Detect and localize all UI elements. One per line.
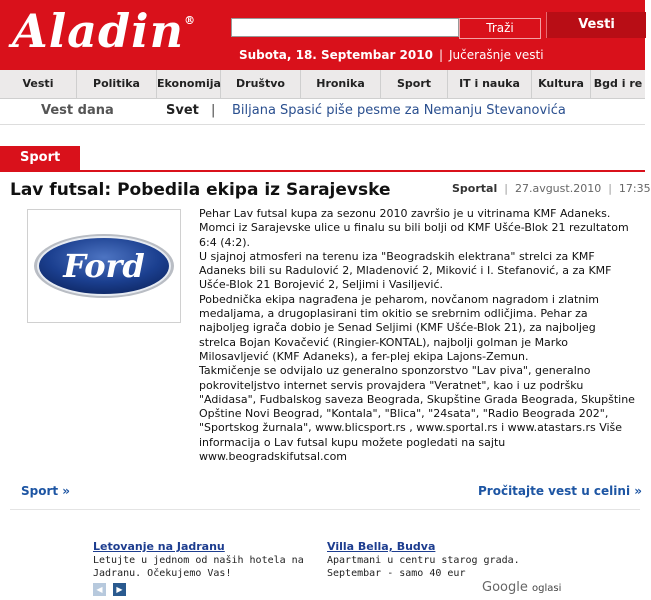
divider [10, 509, 640, 510]
site-header [0, 0, 645, 70]
ads-prev-button[interactable]: ◀ [93, 583, 106, 596]
article-image [27, 209, 181, 323]
news-of-the-day-bar [0, 99, 645, 125]
headline-separator: | [211, 103, 216, 118]
article-paragraph: Pehar Lav futsal kupa za sezonu 2010 završio je u vitrinama KMF Adaneks. Momci iz Sarajevske ulice u finalu su bili bolji od KMF Ušće-Blok 21 rezultatom 6:4 (4:2). [199, 207, 629, 249]
nav-item-drustvo[interactable]: Društvo [221, 70, 301, 98]
section-bar [0, 146, 645, 172]
meta-separator: | [504, 182, 508, 195]
ads-next-button[interactable]: ▶ [113, 583, 126, 596]
search-button[interactable]: Traži [459, 18, 541, 39]
meta-separator: | [608, 182, 612, 195]
article-meta [452, 182, 651, 195]
nav-item-it-i-nauka[interactable]: IT i nauka [448, 70, 532, 98]
main-nav [0, 70, 645, 99]
nav-item-hronika[interactable]: Hronika [301, 70, 381, 98]
logo-registered-mark: ® [184, 14, 197, 27]
ad-text-line: Septembar - samo 40 eur [327, 568, 466, 579]
vest-dana-label: Vest dana [41, 103, 114, 118]
article-paragraph: Takmičenje se odvijalo uz generalno sponzorstvo "Lav piva", generalno pokroviteljstvo internet servis provajdera "Veratnet", kao i uz podršku "Adidasa", Fudbalskog saveza Beograda, Skupštine Grada Beograda, Skupštine Opštine Novi Beograd, "Kontala", "Blica", "24sata", "Radio Beograda 202", "Sportskog žurnala", www.blicsport.rs , www.sportal.rs i www.atastars.rs Više informacija o Lav futsal kupu možete pogledati na sajtu www.beogradskifutsal.com [199, 364, 635, 464]
nav-item-kultura[interactable]: Kultura [532, 70, 591, 98]
nav-item-sport[interactable]: Sport [381, 70, 448, 98]
google-oglasi-label: oglasi [531, 583, 562, 594]
nav-item-vesti[interactable]: Vesti [0, 70, 77, 98]
nav-item-bgd[interactable]: Bgd i re [593, 77, 643, 90]
google-ads-badge[interactable] [482, 580, 561, 595]
nav-item-ekonomija[interactable]: Ekonomija [157, 70, 221, 98]
article-paragraph: Pobednička ekipa nagrađena je peharom, novčanom nagradom i zlatnim medaljama, a drugoplasirani tim okitio se srebrnim odličjima. Pehar za najboljeg igrača dobio je Senad Seljimi (KMF Ušće-Blok 21), za najboljeg strelca Bojan Kovačević (Ringier-KONTAL), najbolji golman je Marko Milosavljević (KMF Adaneks), a fer-plej ekipa Lajons-Zemun. [199, 292, 600, 363]
ad-title-link[interactable]: Letovanje na Jadranu [93, 540, 225, 553]
vesti-button[interactable]: Vesti [546, 12, 646, 38]
headline-link[interactable]: Biljana Spasić piše pesme za Nemanju Stevanovića [232, 103, 566, 118]
ad-text-line: Jadranu. Očekujemo Vas! [93, 568, 232, 579]
headline-category[interactable]: Svet [166, 103, 199, 118]
article-title: Lav futsal: Pobedila ekipa iz Sarajevske [10, 180, 391, 200]
read-full-article-link[interactable]: Pročitajte vest u celini » [478, 484, 642, 498]
current-date: Subota, 18. Septembar 2010 [239, 48, 433, 62]
nav-item-politika[interactable]: Politika [77, 70, 157, 98]
ford-logo-text: Ford [63, 247, 145, 285]
article-date: 27.avgust.2010 [514, 182, 602, 195]
aladin-logo[interactable] [12, 4, 196, 58]
search-input[interactable] [231, 18, 459, 37]
google-brand: Google [482, 580, 528, 595]
ad-title-link[interactable]: Villa Bella, Budva [327, 540, 436, 553]
logo-text: Aladin [12, 4, 185, 58]
ad-text-line: Letujte u jednom od naših hotela na [93, 555, 304, 566]
article-paragraph: U sjajnoj atmosferi na terenu iza "Beogradskih elektrana" strelci za KMF Adaneks bili su Radulović 2, Mladenović 2, Miković i I. Stefanović, a za KMF Ušće-Blok 21 Borojević 2, Seljimi i Vasiljević. [199, 249, 612, 292]
ad-text-line: Apartmani u centru starog grada. [327, 555, 520, 566]
date-separator: | [438, 48, 444, 62]
article-source[interactable]: Sportal [452, 182, 498, 195]
yesterday-news-link[interactable]: Jučerašnje vesti [449, 48, 544, 62]
article-time: 17:35 [618, 182, 651, 195]
ad-villa-bella [327, 540, 520, 580]
date-line [239, 48, 544, 62]
section-tab-sport[interactable]: Sport [0, 146, 80, 170]
sport-section-link[interactable]: Sport » [21, 484, 71, 498]
ford-logo-image [28, 210, 180, 322]
ad-letovanje [93, 540, 304, 580]
article-body [199, 207, 635, 464]
